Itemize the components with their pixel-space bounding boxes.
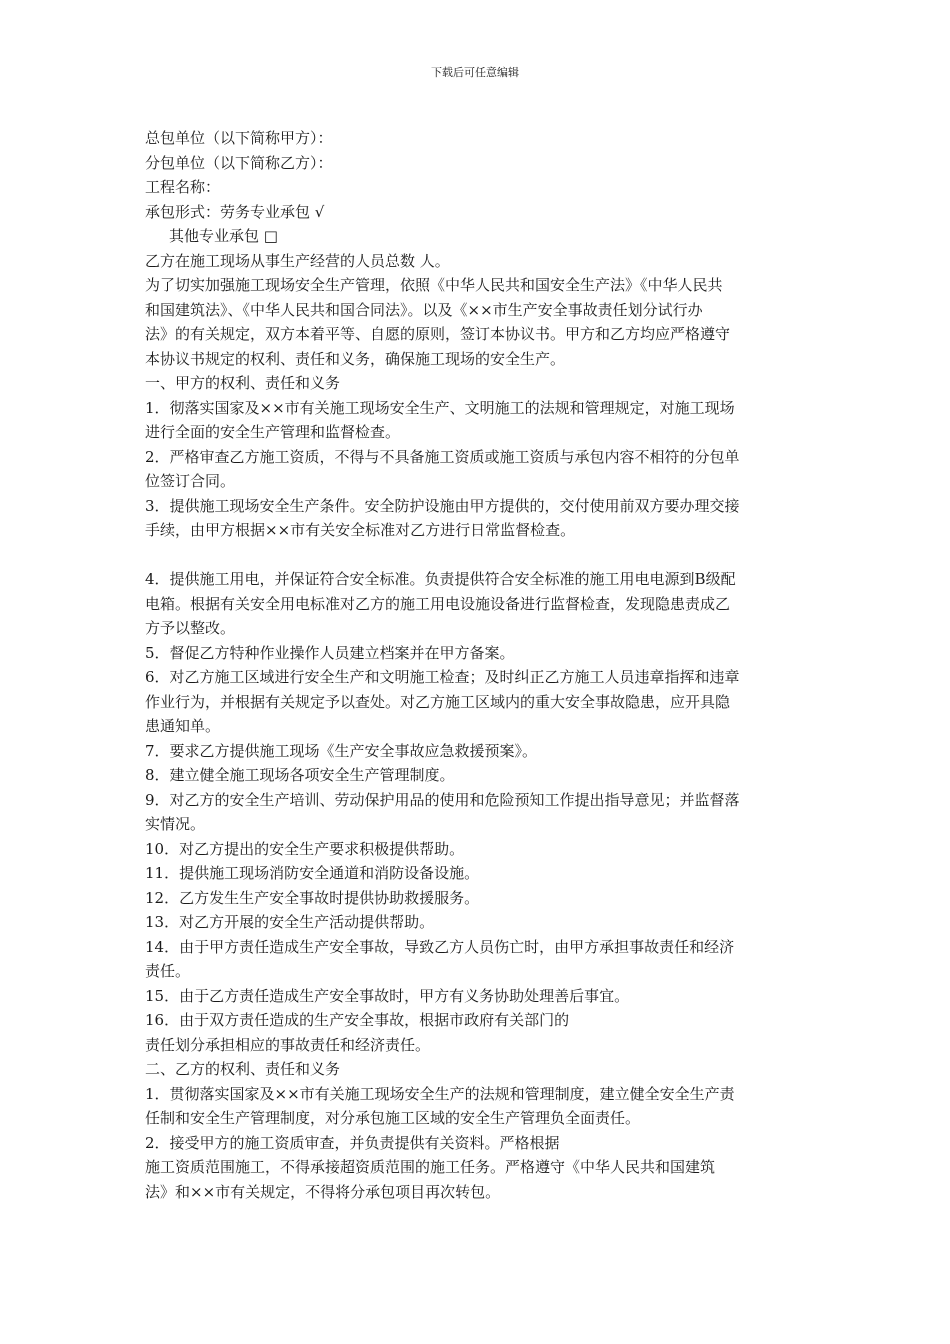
text-line: 电箱。根据有关安全用电标准对乙方的施工用电设施设备进行监督检查，发现隐患责成乙: [145, 594, 731, 613]
text-line: 14．由于甲方责任造成生产安全事故，导致乙方人员伤亡时，由甲方承担事故责任和经济: [145, 937, 735, 956]
header-note: 下载后可任意编辑: [431, 66, 519, 79]
text-line: 位签订合同。: [145, 472, 236, 490]
text-line: 法》和××市有关规定，不得将分承包项目再次转包。: [145, 1182, 501, 1201]
text-line: 任制和安全生产管理制度，对分承包施工区域的安全生产管理负全面责任。: [145, 1109, 641, 1127]
text-line: 分包单位（以下简称乙方）：: [145, 153, 333, 172]
text-line: 8．建立健全施工现场各项安全生产管理制度。: [145, 766, 455, 784]
section-heading: 一、甲方的权利、责任和义务: [145, 374, 341, 392]
text-line: 10．对乙方提出的安全生产要求积极提供帮助。: [145, 839, 465, 858]
text-line: 12．乙方发生生产安全事故时提供协助救援服务。: [145, 888, 480, 907]
blank-line: [145, 543, 815, 568]
text-line: 乙方在施工现场从事生产经营的人员总数 人。: [145, 251, 450, 270]
text-line: 3．提供施工现场安全生产条件。安全防护设施由甲方提供的，交付使用前双方要办理交接: [145, 496, 740, 515]
text-line: 手续，由甲方根据××市有关安全标准对乙方进行日常监督检查。: [145, 521, 576, 539]
text-line: 法》的有关规定，双方本着平等、自愿的原则，签订本协议书。甲方和乙方均应严格遵守: [145, 325, 731, 343]
text-line: 1．贯彻落实国家及××市有关施工现场安全生产的法规和管理制度，建立健全安全生产责: [145, 1084, 735, 1103]
text-line: 13．对乙方开展的安全生产活动提供帮助。: [145, 913, 435, 931]
text-line: 进行全面的安全生产管理和监督检查。: [145, 423, 401, 441]
text-line: 作业行为，并根据有关规定予以查处。对乙方施工区域内的重大安全事故隐患，应开具隐: [145, 692, 731, 711]
document-body: [145, 126, 815, 1204]
text-line: 9．对乙方的安全生产培训、劳动保护用品的使用和危险预知工作提出指导意见；并监督落: [145, 790, 740, 809]
text-line: 和国建筑法》、《中华人民共和国合同法》。以及《××市生产安全事故责任划分试行办: [145, 300, 703, 319]
text-line: 责任划分承担相应的事故责任和经济责任。: [145, 1035, 431, 1054]
text-line: 实情况。: [145, 815, 206, 833]
text-line: 施工资质范围施工，不得承接超资质范围的施工任务。严格遵守《中华人民共和国建筑: [145, 1158, 716, 1176]
text-line: 本协议书规定的权利、责任和义务，确保施工现场的安全生产。: [145, 349, 566, 368]
text-line: 总包单位（以下简称甲方）：: [145, 129, 333, 147]
text-line: 15．由于乙方责任造成生产安全事故时，甲方有义务协助处理善后事宜。: [145, 986, 630, 1005]
text-line: 5．督促乙方特种作业操作人员建立档案并在甲方备案。: [145, 643, 515, 662]
text-line: 6．对乙方施工区域进行安全生产和文明施工检查；及时纠正乙方施工人员违章指挥和违章: [145, 668, 740, 686]
text-line: 2．接受甲方的施工资质审查，并负责提供有关资料。严格根据: [145, 1133, 560, 1152]
text-line: 其他专业承包 □: [169, 227, 278, 245]
text-line: 责任。: [145, 962, 191, 980]
section-heading: 二、乙方的权利、责任和义务: [145, 1060, 341, 1078]
text-line: 工程名称：: [145, 178, 221, 196]
text-line: 7．要求乙方提供施工现场《生产安全事故应急救援预案》。: [145, 741, 538, 760]
text-line: 患通知单。: [145, 717, 221, 735]
text-line: 1．彻落实国家及××市有关施工现场安全生产、文明施工的法规和管理规定，对施工现场: [145, 398, 735, 417]
text-line: 承包形式：劳务专业承包 √: [145, 202, 325, 221]
text-line: 16．由于双方责任造成的生产安全事故，根据市政府有关部门的: [145, 1011, 570, 1029]
text-line: 为了切实加强施工现场安全生产管理，依照《中华人民共和国安全生产法》《中华人民共: [145, 276, 723, 294]
text-line: 方予以整改。: [145, 619, 236, 637]
text-line: 11．提供施工现场消防安全通道和消防设备设施。: [145, 864, 480, 882]
text-line: 4．提供施工用电，并保证符合安全标准。负责提供符合安全标准的施工用电电源到B级配: [145, 570, 736, 588]
text-line: 2．严格审查乙方施工资质，不得与不具备施工资质或施工资质与承包内容不相符的分包单: [145, 447, 740, 466]
